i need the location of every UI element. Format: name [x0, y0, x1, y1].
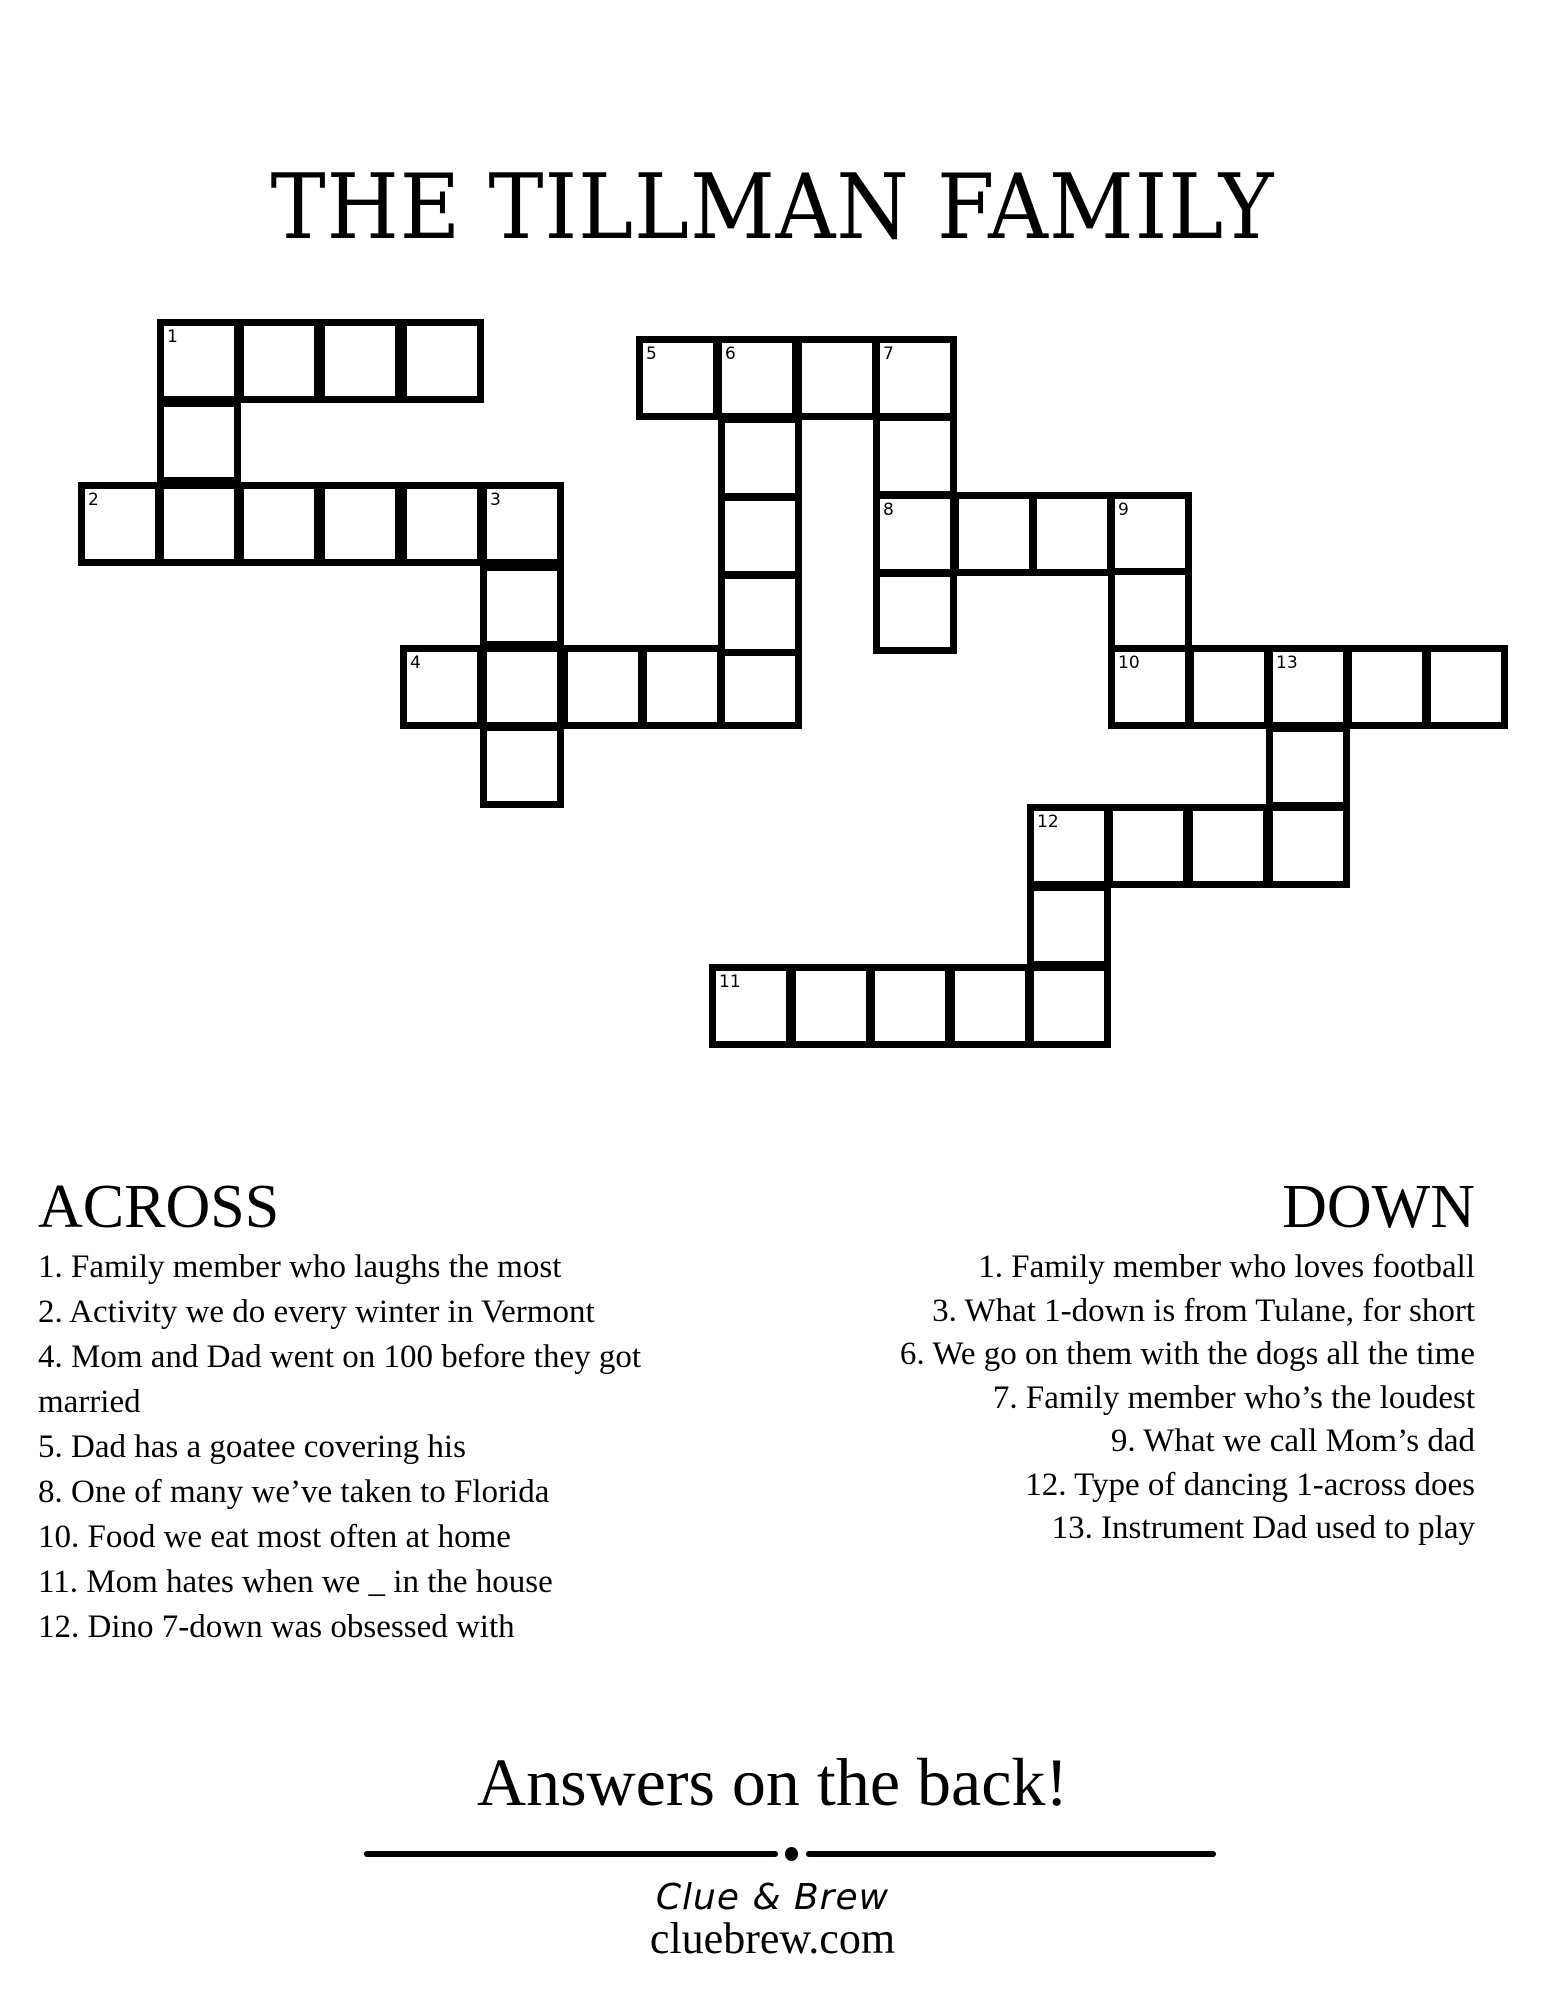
grid-cell[interactable] — [480, 645, 564, 729]
grid-cell[interactable] — [157, 482, 241, 566]
grid-cell[interactable] — [237, 319, 321, 403]
down-clue: 1. Family member who loves football — [978, 1249, 1475, 1285]
grid-cell[interactable] — [715, 336, 799, 420]
brand-logo-text: Clue & Brew — [655, 1877, 890, 1918]
divider-dot-icon — [785, 1847, 798, 1861]
grid-cell[interactable] — [1027, 804, 1111, 888]
grid-cell[interactable] — [873, 414, 957, 498]
grid-cell[interactable] — [157, 400, 241, 484]
grid-cell[interactable] — [640, 645, 724, 729]
grid-cell[interactable] — [718, 572, 802, 656]
across-clue-list — [38, 1245, 728, 1650]
across-clue: 5. Dad has a goatee covering his — [38, 1429, 466, 1465]
down-heading: DOWN — [1282, 1173, 1475, 1241]
grid-cell[interactable] — [1187, 645, 1271, 729]
down-clue: 13. Instrument Dad used to play — [1051, 1510, 1475, 1546]
grid-cell[interactable] — [1345, 645, 1429, 729]
grid-cell[interactable] — [78, 482, 162, 566]
grid-cell[interactable] — [561, 645, 645, 729]
clue-number: 4 — [410, 653, 421, 673]
grid-cell[interactable] — [868, 964, 952, 1048]
grid-cell[interactable] — [1108, 568, 1192, 652]
grid-cell[interactable] — [318, 319, 402, 403]
grid-cell[interactable] — [400, 319, 484, 403]
across-clue: 1. Family member who laughs the most — [38, 1249, 562, 1285]
clue-number: 13 — [1276, 653, 1298, 673]
grid-cell[interactable] — [1027, 964, 1111, 1048]
grid-cell[interactable] — [1266, 725, 1350, 809]
clue-number: 2 — [88, 490, 99, 510]
across-clue: 8. One of many we’ve taken to Florida — [38, 1474, 550, 1510]
across-clue: 4. Mom and Dad went on 100 before they got married — [38, 1339, 642, 1420]
grid-cell[interactable] — [1186, 804, 1270, 888]
clue-number: 12 — [1037, 812, 1059, 832]
grid-cell[interactable] — [1266, 645, 1350, 729]
grid-cell[interactable] — [1266, 804, 1350, 888]
grid-cell[interactable] — [636, 336, 720, 420]
clue-number: 7 — [883, 344, 894, 364]
grid-cell[interactable] — [718, 645, 802, 729]
clue-number: 11 — [719, 972, 741, 992]
grid-cell[interactable] — [480, 482, 564, 566]
grid-cell[interactable] — [789, 964, 873, 1048]
down-clue: 3. What 1-down is from Tulane, for short — [932, 1292, 1475, 1329]
down-clue: 6. We go on them with the dogs all the time — [899, 1336, 1475, 1372]
grid-cell[interactable] — [873, 492, 957, 576]
answers-note: Answers on the back! — [476, 1744, 1069, 1820]
clue-number: 8 — [883, 500, 894, 520]
grid-cell[interactable] — [873, 336, 957, 420]
grid-cell[interactable] — [318, 482, 402, 566]
puzzle-title: THE TILLMAN FAMILY — [270, 155, 1275, 261]
grid-cell[interactable] — [1030, 492, 1114, 576]
across-clue: 12. Dino 7-down was obsessed with — [38, 1609, 515, 1645]
grid-cell[interactable] — [718, 416, 802, 500]
down-clue: 9. What we call Mom’s dad — [1110, 1423, 1475, 1459]
across-heading: ACROSS — [38, 1173, 280, 1241]
grid-cell[interactable] — [400, 645, 484, 729]
grid-cell[interactable] — [795, 336, 879, 420]
down-clue: 7. Family member who’s the loudest — [992, 1379, 1475, 1416]
clue-number: 6 — [725, 344, 736, 364]
grid-cell[interactable] — [1108, 492, 1192, 576]
clue-number: 3 — [490, 490, 501, 510]
grid-cell[interactable] — [157, 319, 241, 403]
grid-cell[interactable] — [718, 494, 802, 578]
divider-line-right — [806, 1851, 1216, 1857]
grid-cell[interactable] — [948, 964, 1032, 1048]
grid-cell[interactable] — [480, 724, 564, 808]
down-clue-list — [735, 1246, 1475, 1551]
across-clue: 2. Activity we do every winter in Vermont — [38, 1294, 595, 1330]
grid-cell[interactable] — [1424, 645, 1508, 729]
across-clue: 11. Mom hates when we _ in the house — [38, 1564, 553, 1600]
brand-url: cluebrew.com — [649, 1914, 896, 1963]
clue-number: 1 — [167, 327, 178, 347]
grid-cell[interactable] — [1027, 884, 1111, 968]
divider-line-left — [364, 1851, 778, 1857]
clue-number: 10 — [1118, 653, 1140, 673]
clue-number: 5 — [646, 344, 657, 364]
grid-cell[interactable] — [709, 964, 793, 1048]
grid-cell[interactable] — [1108, 645, 1192, 729]
grid-cell[interactable] — [480, 564, 564, 648]
across-clue: 10. Food we eat most often at home — [38, 1519, 511, 1555]
grid-cell[interactable] — [1106, 804, 1190, 888]
grid-cell[interactable] — [400, 482, 484, 566]
down-clue: 12. Type of dancing 1-across does — [1025, 1466, 1475, 1503]
grid-cell[interactable] — [952, 492, 1036, 576]
clue-number: 9 — [1118, 500, 1129, 520]
grid-cell[interactable] — [873, 570, 957, 654]
grid-cell[interactable] — [237, 482, 321, 566]
